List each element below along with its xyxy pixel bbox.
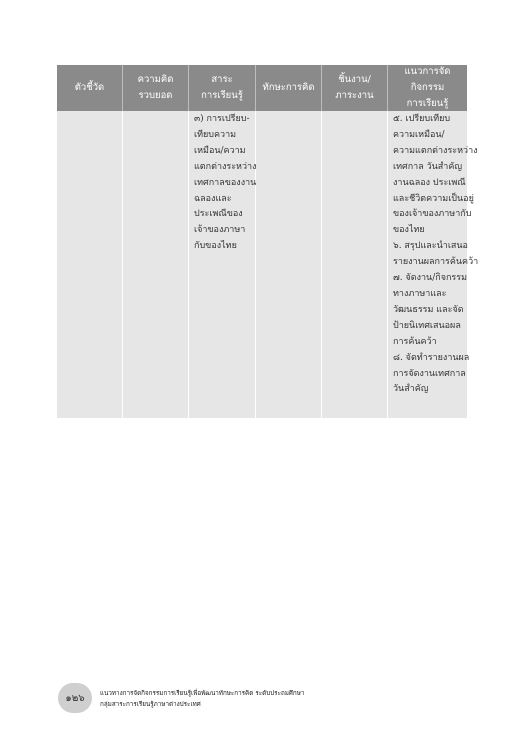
page-number: ๑๒๖ bbox=[58, 683, 92, 713]
cell-tasks bbox=[322, 111, 388, 418]
activity-line: เทศกาล วันสำคัญ bbox=[393, 161, 463, 172]
activity-line: และชีวิตความเป็นอยู่ bbox=[393, 193, 474, 204]
activity-line: ป้ายนิเทศเสนอผล bbox=[393, 320, 461, 331]
content-line: เหมือน/ความ bbox=[194, 145, 246, 156]
table-header-row bbox=[57, 65, 467, 111]
curriculum-table bbox=[57, 65, 479, 418]
activity-line: วัฒนธรรม และจัด bbox=[393, 304, 464, 315]
content-line: ๓) การเปรียบ- bbox=[194, 114, 250, 124]
content-line: ประเพณีของ bbox=[194, 209, 243, 220]
activity-line: รายงานผลการค้นคว้า bbox=[393, 257, 479, 268]
cell-indicator bbox=[57, 111, 123, 418]
content-line: เทียบความ bbox=[194, 129, 237, 140]
footer-line-2: กลุ่มสาระการเรียนรู้ภาษาต่างประเทศ bbox=[100, 701, 201, 708]
content-line: แตกต่างระหว่าง bbox=[194, 161, 257, 172]
activity-line: ๖. สรุปและนำเสนอ bbox=[393, 241, 468, 252]
page-footer bbox=[58, 683, 358, 713]
activity-line: ๗. จัดงาน/กิจกรรม bbox=[393, 273, 468, 284]
content-line: กับของไทย bbox=[194, 241, 237, 252]
cell-learning-content bbox=[189, 111, 256, 418]
activity-line: ความเหมือน/ bbox=[393, 129, 445, 140]
activity-line: ความแตกต่างระหว่าง bbox=[393, 145, 478, 156]
activity-line: ของเจ้าของภาษากับ bbox=[393, 209, 472, 220]
footer-text bbox=[100, 688, 304, 710]
header-learning-content: สาระ การเรียนรู้ bbox=[189, 65, 256, 111]
cell-thinking-skills bbox=[256, 111, 322, 418]
activity-line: ๘. จัดทำรายงานผล bbox=[393, 352, 470, 363]
content-line: ฉลองและ bbox=[194, 193, 232, 204]
header-key-concept: ความคิด รวบยอด bbox=[123, 65, 189, 111]
header-thinking-skills: ทักษะการคิด bbox=[256, 65, 322, 111]
content-line: เจ้าของภาษา bbox=[194, 225, 246, 236]
activity-line: วันสำคัญ bbox=[393, 384, 429, 395]
activity-line: ของไทย bbox=[393, 225, 425, 236]
activity-line: การจัดงานเทศกาล bbox=[393, 368, 466, 379]
cell-key-concept bbox=[123, 111, 189, 418]
header-indicator: ตัวชี้วัด bbox=[57, 65, 123, 111]
header-activities: แนวการจัดกิจกรรม การเรียนรู้ bbox=[404, 66, 451, 109]
header-tasks: ชิ้นงาน/ ภาระงาน bbox=[322, 65, 388, 111]
table-body-row bbox=[57, 111, 479, 418]
activity-line: งานฉลอง ประเพณี bbox=[393, 177, 466, 188]
activity-line: การค้นคว้า bbox=[393, 336, 437, 347]
footer-line-1: แนวทางการจัดกิจกรรมการเรียนรู้เพื่อพัฒนาทักษะการคิด ระดับประถมศึกษา bbox=[100, 690, 305, 697]
content-line: เทศกาลของงาน bbox=[194, 177, 257, 188]
activity-line: ทางภาษาและ bbox=[393, 288, 447, 299]
activity-line: ๕. เปรียบเทียบ bbox=[393, 114, 451, 124]
cell-activities bbox=[388, 111, 479, 418]
